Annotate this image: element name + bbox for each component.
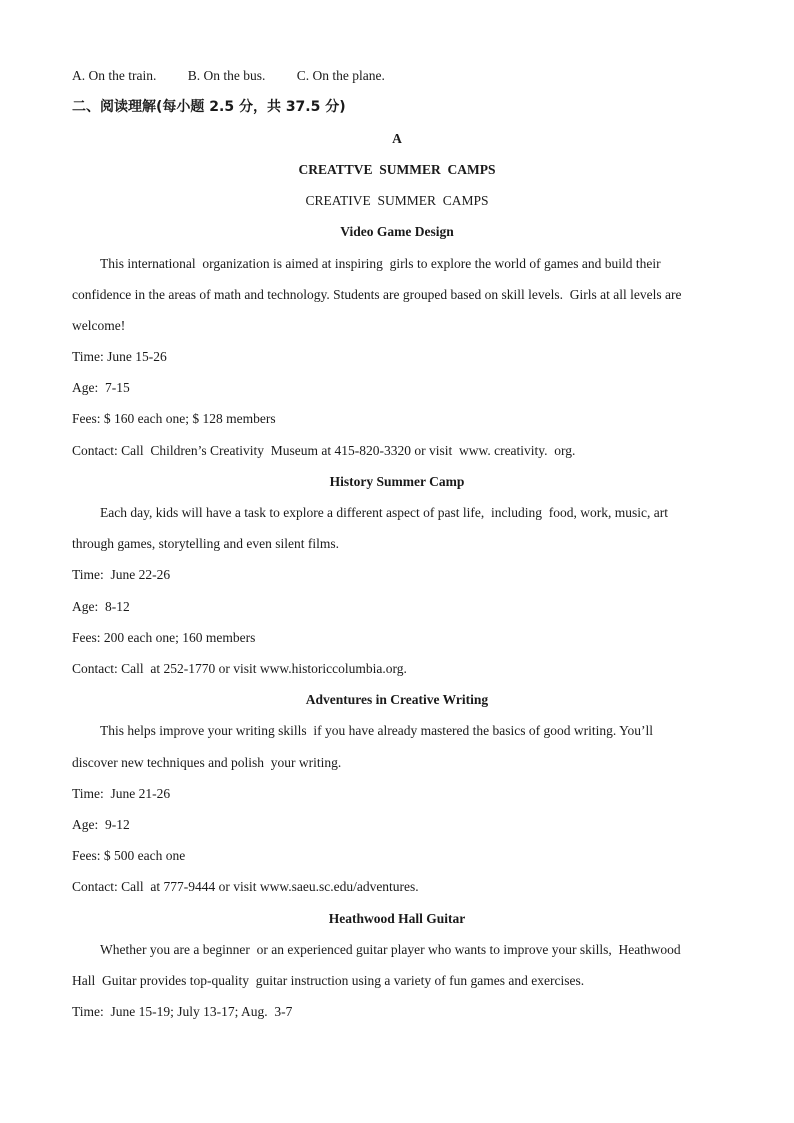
passage-title: CREATIVE SUMMER CAMPS [305, 193, 489, 208]
camp-time: Time: June 21-26 [72, 786, 171, 801]
camp-title: Adventures in Creative Writing [305, 692, 489, 707]
camp-age: Age: 9-12 [72, 817, 130, 832]
camp-description: Hall Guitar provides top-quality guitar instruction using a variety of fun games and exercises. [72, 973, 585, 988]
camp-description: This international organization is aimed at inspiring girls to explore the world of games and build their [100, 256, 661, 271]
passage-letter: A [392, 131, 402, 146]
answer-options [72, 67, 385, 85]
camp-description: welcome! [72, 318, 126, 333]
camp-contact: Contact: Call Children’s Creativity Museum at 415-820-3320 or visit www. creativity. org. [72, 443, 576, 458]
option-c: C. On the plane. [296, 68, 385, 83]
camp-title: Heathwood Hall Guitar [328, 911, 466, 926]
camp-fees: Fees: $ 160 each one; $ 128 members [72, 411, 276, 426]
camp-fees: Fees: $ 500 each one [72, 848, 186, 863]
section-heading: 二、阅读理解(每小题 2.5 分，共 37.5 分) [72, 99, 346, 115]
camp-title: History Summer Camp [329, 474, 465, 489]
camp-contact: Contact: Call at 777-9444 or visit www.saeu.sc.edu/adventures. [72, 879, 419, 894]
camp-description: This helps improve your writing skills if you have already mastered the basics of good writing. You’ll [100, 723, 654, 738]
passage-title-bold: CREATTVE SUMMER CAMPS [298, 162, 496, 177]
camp-time: Time: June 15-26 [72, 349, 167, 364]
camp-description: Each day, kids will have a task to explore a different aspect of past life, including food, work, music, art [100, 505, 668, 520]
camp-time: Time: June 15-19; July 13-17; Aug. 3-7 [72, 1004, 293, 1019]
camp-fees: Fees: 200 each one; 160 members [72, 630, 256, 645]
camp-age: Age: 7-15 [72, 380, 130, 395]
camp-description: confidence in the areas of math and technology. Students are grouped based on skill levels. Girls at all levels are [72, 287, 682, 302]
camp-age: Age: 8-12 [72, 599, 130, 614]
camp-contact: Contact: Call at 252-1770 or visit www.historiccolumbia.org. [72, 661, 407, 676]
camp-time: Time: June 22-26 [72, 567, 171, 582]
option-b: B. On the bus. [187, 68, 266, 83]
camp-description: discover new techniques and polish your writing. [72, 755, 342, 770]
camp-description: Whether you are a beginner or an experienced guitar player who wants to improve your skills, Heathwood [100, 942, 681, 957]
camp-description: through games, storytelling and even silent films. [72, 536, 339, 551]
option-a: A. On the train. [72, 68, 157, 83]
camp-title: Video Game Design [340, 224, 454, 239]
